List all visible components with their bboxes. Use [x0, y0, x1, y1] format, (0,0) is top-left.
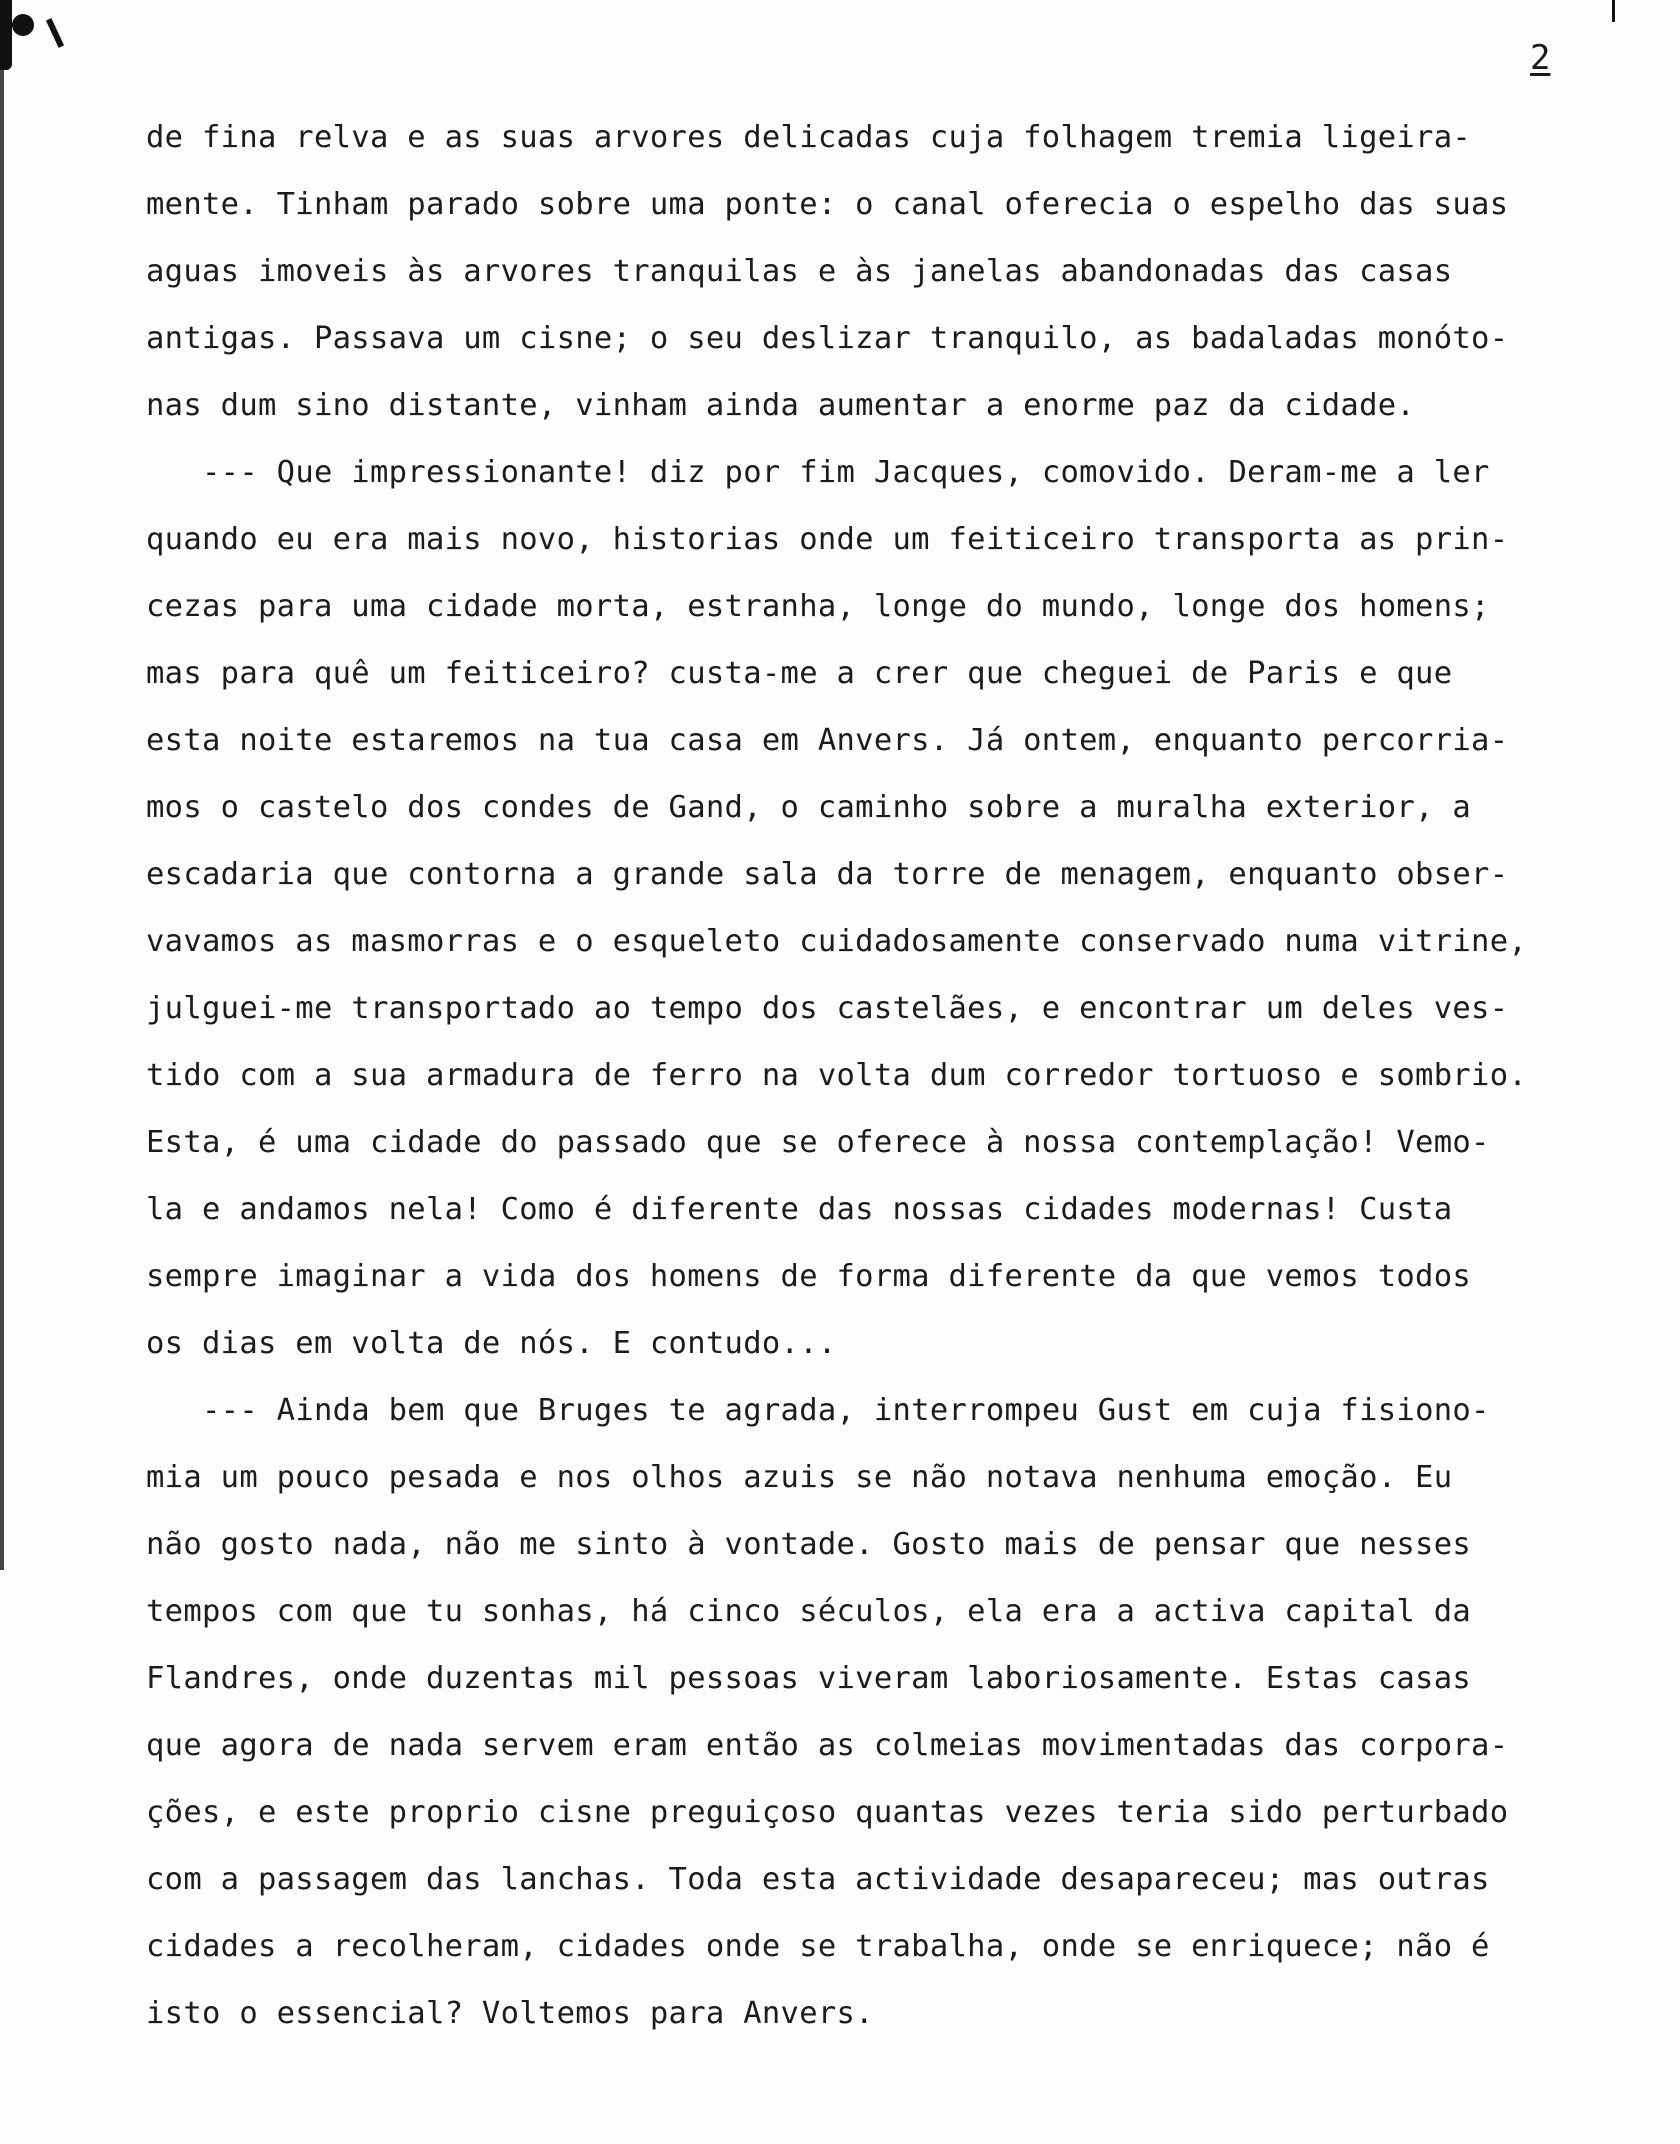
text-line: tempos com que tu sonhas, há cinco séculos, ela era a activa capital da	[146, 1594, 1472, 1629]
text-line: nas dum sino distante, vinham ainda aumentar a enorme paz da cidade.	[146, 388, 1416, 423]
text-line: cidades a recolheram, cidades onde se trabalha, onde se enriquece; não é	[146, 1929, 1490, 1964]
text-line: la e andamos nela! Como é diferente das nossas cidades modernas! Custa	[146, 1192, 1453, 1227]
text-line: mente. Tinham parado sobre uma ponte: o canal oferecia o espelho das suas	[146, 187, 1509, 222]
text-line: esta noite estaremos na tua casa em Anvers. Já ontem, enquanto percorria-	[146, 723, 1509, 758]
text-line: mia um pouco pesada e nos olhos azuis se não notava nenhuma emoção. Eu	[146, 1460, 1453, 1495]
text-line: não gosto nada, não me sinto à vontade. Gosto mais de pensar que nesses	[146, 1527, 1472, 1562]
text-line: julguei-me transportado ao tempo dos castelães, e encontrar um deles ves-	[146, 991, 1509, 1026]
text-line: vavamos as masmorras e o esqueleto cuidadosamente conservado numa vitrine,	[146, 924, 1528, 959]
text-line: tido com a sua armadura de ferro na volta dum corredor tortuoso e sombrio.	[146, 1058, 1528, 1093]
text-line: mas para quê um feiticeiro? custa-me a crer que cheguei de Paris e que	[146, 656, 1453, 691]
text-line: --- Que impressionante! diz por fim Jacques, comovido. Deram-me a ler	[202, 455, 1490, 490]
text-line: os dias em volta de nós. E contudo...	[146, 1326, 837, 1361]
text-line: ções, e este proprio cisne preguiçoso quantas vezes teria sido perturbado	[146, 1795, 1509, 1830]
text-line: sempre imaginar a vida dos homens de forma diferente da que vemos todos	[146, 1259, 1472, 1294]
text-line: isto o essencial? Voltemos para Anvers.	[146, 1996, 874, 2031]
text-line: --- Ainda bem que Bruges te agrada, interrompeu Gust em cuja fisiono-	[202, 1393, 1490, 1428]
text-line: quando eu era mais novo, historias onde um feiticeiro transporta as prin-	[146, 522, 1509, 557]
text-line: de fina relva e as suas arvores delicadas cuja folhagem tremia ligeira-	[146, 120, 1472, 155]
text-line: antigas. Passava um cisne; o seu deslizar tranquilo, as badaladas monóto-	[146, 321, 1509, 356]
text-line: Flandres, onde duzentas mil pessoas viveram laboriosamente. Estas casas	[146, 1661, 1472, 1696]
text-line: cezas para uma cidade morta, estranha, longe do mundo, longe dos homens;	[146, 589, 1490, 624]
text-line: que agora de nada servem eram então as colmeias movimentadas das corpora-	[146, 1728, 1509, 1763]
text-line: escadaria que contorna a grande sala da torre de menagem, enquanto obser-	[146, 857, 1509, 892]
text-line: com a passagem das lanchas. Toda esta actividade desapareceu; mas outras	[146, 1862, 1490, 1897]
text-line: mos o castelo dos condes de Gand, o caminho sobre a muralha exterior, a	[146, 790, 1472, 825]
text-line: aguas imoveis às arvores tranquilas e às janelas abandonadas das casas	[146, 254, 1453, 289]
text-line: Esta, é uma cidade do passado que se oferece à nossa contemplação! Vemo-	[146, 1125, 1490, 1160]
page-number: 2	[1530, 38, 1551, 78]
